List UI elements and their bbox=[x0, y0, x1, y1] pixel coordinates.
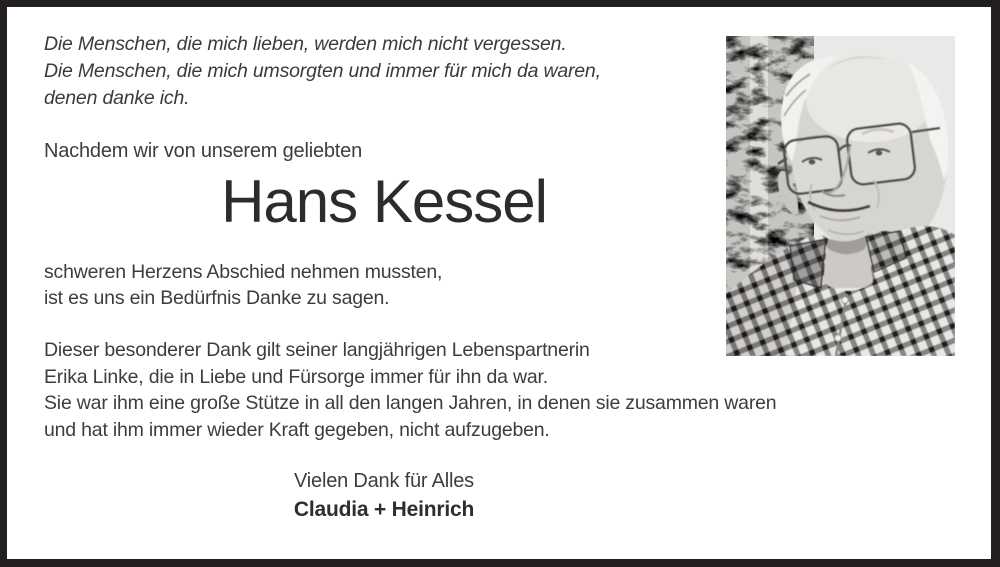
epigraph-line: Die Menschen, die mich umsorgten und immer für mich da waren, bbox=[44, 60, 601, 82]
farewell-line: ist es uns ein Bedürfnis Danke zu sagen. bbox=[44, 287, 390, 309]
deceased-name: Hans Kessel bbox=[221, 168, 547, 235]
portrait-photo bbox=[726, 36, 955, 356]
gratitude-line: Sie war ihm eine große Stütze in all den langen Jahren, in denen sie zusammen waren bbox=[44, 392, 777, 414]
closing-text: Vielen Dank für Alles bbox=[294, 470, 474, 492]
epigraph-line: Die Menschen, die mich lieben, werden mich nicht vergessen. bbox=[44, 33, 567, 55]
gratitude-text bbox=[44, 337, 776, 443]
epigraph bbox=[44, 31, 601, 112]
signature-names: Claudia + Heinrich bbox=[293, 498, 475, 521]
intro-text: Nachdem wir von unserem geliebten bbox=[44, 140, 363, 162]
farewell-line: schweren Herzens Abschied nehmen mussten, bbox=[44, 261, 443, 283]
epigraph-line: denen danke ich. bbox=[44, 87, 190, 109]
gratitude-line: Dieser besonderer Dank gilt seiner langjährigen Lebenspartnerin bbox=[44, 339, 590, 361]
gratitude-line: Erika Linke, die in Liebe und Fürsorge immer für ihn da war. bbox=[44, 365, 548, 388]
farewell-text bbox=[44, 259, 442, 311]
gratitude-line: und hat ihm immer wieder Kraft gegeben, nicht aufzugeben. bbox=[44, 418, 550, 441]
